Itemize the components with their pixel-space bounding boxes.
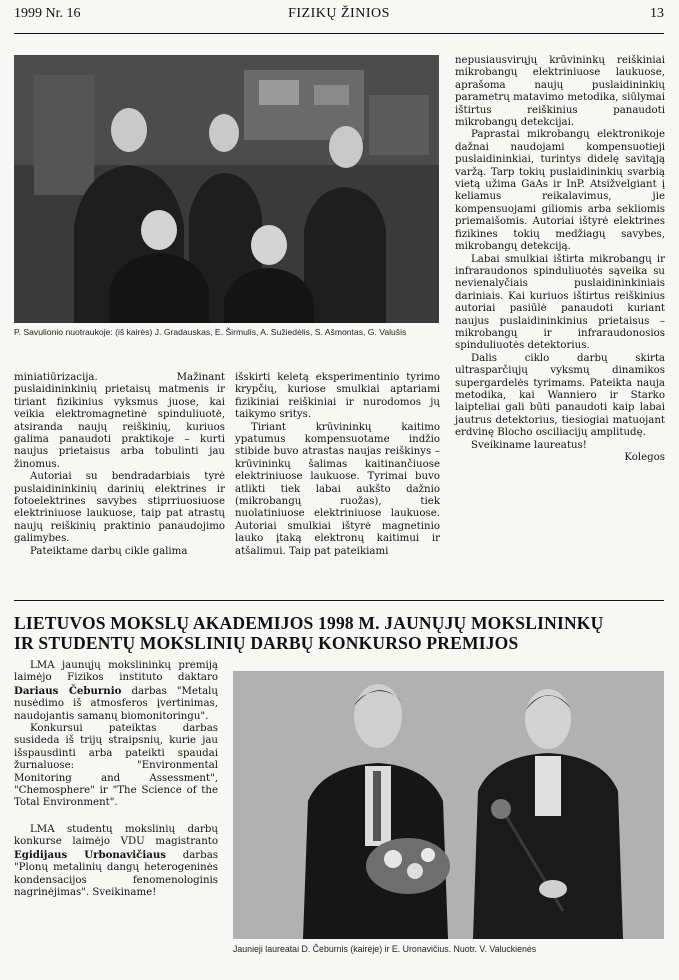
- paragraph: LMA jaunųjų mokslininkų premiją laimėjo Fizikos instituto daktaro Dariaus Čeburnio darbas "Metalų nusėdimo iš atmosferos įvertinimas, naudojantis samanų biomonitoringu".: [14, 660, 218, 722]
- paragraph: Pateiktame darbų cikle galima: [30, 545, 188, 557]
- paragraph: LMA studentų mokslinių darbų konkurse laimėjo VDU magistranto Egidijaus Urbonavičiaus darbas "Plonų metalinių dangų heterogeninės kondensacijos fenomenologinis nagrinėjimas". Sveikiname!: [14, 823, 219, 898]
- laureate-name: Egidijaus Urbonavičiaus: [14, 848, 166, 861]
- paragraph: miniatiūrizacija. Mažinant puslaidininkinių prietaisų matmenis ir tiriant fizikinius vyksmus juose, kai veikia elektromagnetinė spinduliuotė, atsiranda naujų reiškinių, kuriuos galima panaudoti praktikoje – kurti naujus prietaisus arba tobulinti jau žinomus.: [14, 372, 225, 470]
- headline-line: IR STUDENTŲ MOKSLINIŲ DARBŲ KONKURSO PREMIJOS: [14, 633, 519, 653]
- article-left-column: [14, 372, 225, 558]
- group-photo: [14, 55, 439, 323]
- paragraph: Autoriai su bendradarbiais tyrė puslaidininkinių darinių elektrines ir fotoelektrines savybes stiprriuosiuose elektriniuose laukuose, taip pat atrastų naujų reiškinių praktinio panaudojimo galimybes.: [14, 471, 225, 545]
- headline-line: LIETUVOS MOKSLŲ AKADEMIJOS 1998 M. JAUNŲJŲ MOKSLININKŲ: [14, 613, 604, 633]
- laureate-name: Dariaus Čeburnio: [14, 684, 122, 697]
- article-middle-column: [235, 372, 440, 558]
- top-photo-caption: P. Savulionio nuotraukoje: (iš kairės) J. Gradauskas, E. Širmulis, A. Sužiedėlis, S. Ašmontas, G. Valušis: [14, 327, 407, 337]
- issue-number: 1999 Nr. 16: [14, 6, 81, 21]
- journal-title: FIZIKŲ ŽINIOS: [288, 6, 390, 21]
- signature: Kolegos: [624, 452, 665, 463]
- paragraph: Labai smulkiai ištirta mikrobangų ir infraraudonos spinduliuotės sąveika su nevienalyčiais puslaidininkiniais dariniais. Kai kuriuos ištirtus reiškinius autoriai pasiūlė panaudoti kuriant naujus puslaidininkinius prietaisus – mikrobangų ir infraraudonosios spinduliuotės detektorius.: [455, 253, 665, 352]
- section-rule: [14, 600, 664, 601]
- article-bottom-column: [14, 660, 218, 899]
- paragraph: Paprastai mikrobangų elektronikoje dažnai naudojami kompensuotieji puslaidininkiai, turintys didelę savitąją varžą. Tarp tokių puslaidininkių svarbią vietą užima GaAs ir InP. Atsižvelgiant į keliamus reikalavimus, jie kompensuojami giliomis arba sekliomis priemaišomis. Autoriai ištyrė elektrines fizikines tokių medžiagų savybes, mikrobangų detekciją.: [455, 129, 665, 253]
- article-right-column: [455, 55, 665, 464]
- paragraph: Sveikiname laureatus!: [471, 439, 587, 451]
- paragraph: Tiriant krūvininkų kaitimo ypatumus kompensuotame indžio stibide buvo atrastas naujas reiškinys – krūvininkų šalimas kaitinančiuose elektriniuose laukuose. Tyrimai buvo atlikti tiek labai aukšto dažnio (mikrobangų ruožas), tiek nuolatiniuose elektriniuose laukuose. Autoriai smulkiai ištyrė magnetinio lauko įtaką elektronų kaitimui ir atšalimui. Taip pat pateikiami: [235, 421, 440, 557]
- paragraph: nepusiausvirųjų krūvininkų reiškiniai mikrobangų elektriniuose laukuose, aprašoma naujų puslaidininkių parametrų matavimo metodika, siūlymai ištirtus reiškinius panaudoti mikrobangų detekcijai.: [455, 55, 665, 129]
- header-rule: [14, 33, 664, 34]
- laureates-photo: [233, 671, 664, 939]
- bottom-photo-caption: Jaunieji laureatai D. Čeburnis (kairėje) ir E. Uronavičius. Nuotr. V. Valuckienės: [233, 944, 537, 954]
- article-headline: [14, 613, 664, 653]
- running-header: [14, 6, 664, 26]
- paragraph: išskirti keletą eksperimentinio tyrimo krypčių, kuriose smulkiai aptariami fizikiniai reiškiniai ir nurodomos jų taikymo sritys.: [235, 372, 440, 421]
- paragraph: Konkursui pateiktas darbas susideda iš trijų straipsnių, kurie jau išspausdinti arba pateikti spaudai žurnaluose: "Environmental Monitoring and Assessment", "Chemosphere" ir "The Science of the Total Environment".: [14, 723, 218, 809]
- paragraph: Dalis ciklo darbų skirta ultrasparčiųjų vyksmų dinamikos supergardelės tyrimams. Pateikta nauja metodika, kai Wanniero ir Starko laipteliai gali būti panaudoti kaip labai jautrus detektorius, tiesiogiai matuojant erdvinę Blocho osciliacijų amplitudę.: [455, 352, 665, 439]
- page-number: 13: [650, 6, 664, 21]
